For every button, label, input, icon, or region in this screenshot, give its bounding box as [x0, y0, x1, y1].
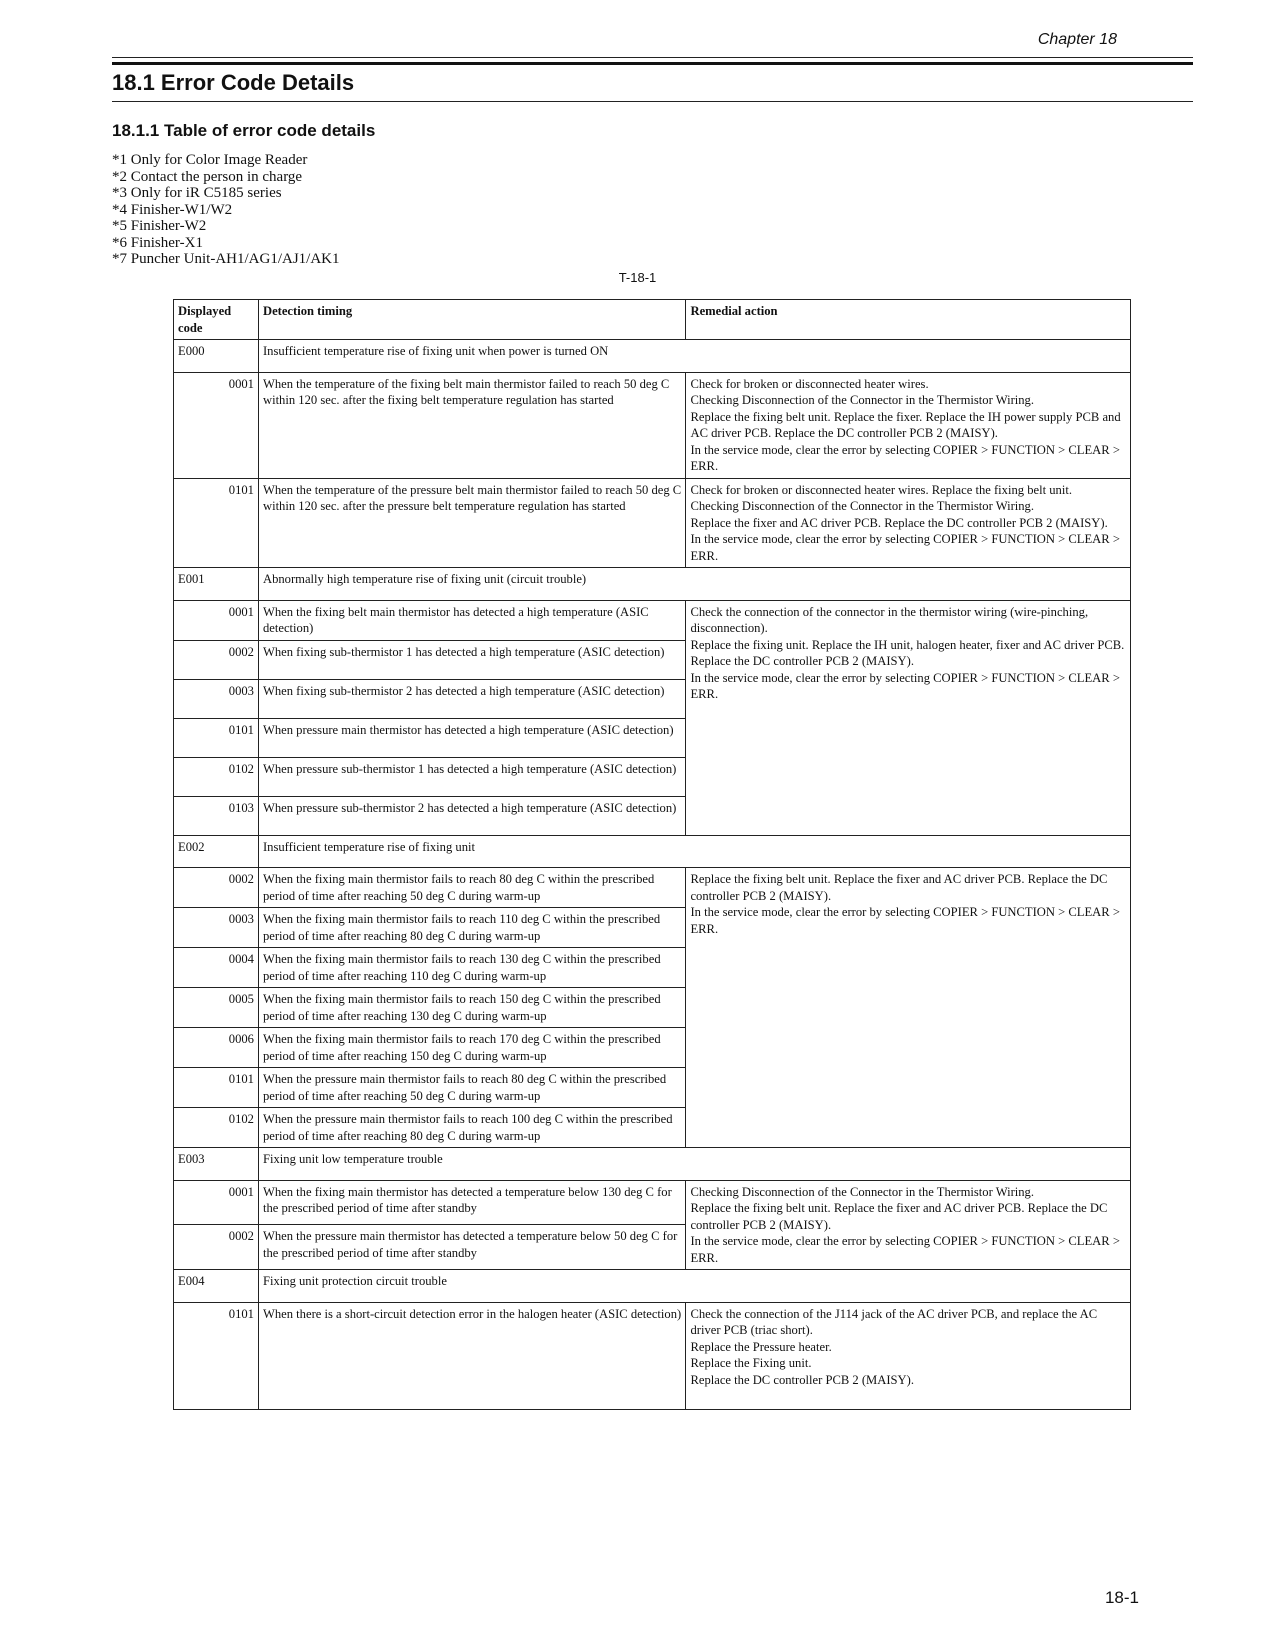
- table-row: [174, 1270, 1131, 1303]
- footnote-item: *1 Only for Color Image Reader: [112, 152, 308, 168]
- remedial-action: Check the connection of the connector in the thermistor wiring (wire-pinching, disconnection). Replace the fixing unit. Replace the IH unit, halogen heater, fixer and AC driver PCB. Replace the DC controller PCB 2 (MAISY). In the service mode, clear the error by selecting COPIER > FUNCTION > CLEAR > ERR.: [686, 600, 1131, 835]
- error-code: E000: [174, 340, 259, 373]
- section-title: 18.1 Error Code Details: [112, 70, 355, 95]
- detail-code: 0003: [174, 908, 259, 948]
- detection-timing: When pressure sub-thermistor 2 has detected a high temperature (ASIC detection): [258, 796, 686, 835]
- footnote-item: *5 Finisher-W2: [112, 218, 207, 234]
- table-row: [174, 1302, 1131, 1409]
- detection-timing: When the fixing main thermistor fails to reach 170 deg C within the prescribed period of time after reaching 150 deg C during warm-up: [258, 1028, 686, 1068]
- detection-timing: When the fixing main thermistor fails to reach 80 deg C within the prescribed period of time after reaching 50 deg C during warm-up: [258, 868, 686, 908]
- detection-timing: When the pressure main thermistor has detected a temperature below 50 deg C for the prescribed period of time after standby: [258, 1225, 686, 1270]
- detection-timing: When the fixing main thermistor fails to reach 150 deg C within the prescribed period of time after reaching 130 deg C during warm-up: [258, 988, 686, 1028]
- header-rule-thin: [112, 57, 1193, 58]
- error-code: E002: [174, 835, 259, 868]
- table-row: [174, 868, 1131, 908]
- footnote-item: *7 Puncher Unit-AH1/AG1/AJ1/AK1: [112, 251, 340, 267]
- detail-code: 0101: [174, 1302, 259, 1409]
- chapter-label: Chapter 18: [1037, 31, 1117, 48]
- section-rule: [112, 101, 1193, 102]
- error-code: E003: [174, 1148, 259, 1181]
- footnote-list: [112, 152, 339, 268]
- detail-code: 0005: [174, 988, 259, 1028]
- remedial-action: Checking Disconnection of the Connector in the Thermistor Wiring. Replace the fixing belt unit. Replace the fixer and AC driver PCB. Replace the DC controller PCB 2 (MAISY). In the service mode, clear the error by selecting COPIER > FUNCTION > CLEAR > ERR.: [686, 1180, 1131, 1270]
- header-remedial-action: Remedial action: [686, 300, 1131, 340]
- error-code: E004: [174, 1270, 259, 1303]
- detection-timing: When the temperature of the pressure belt main thermistor failed to reach 50 deg C within 120 sec. after the pressure belt temperature regulation has started: [258, 478, 686, 568]
- remedial-action: Replace the fixing belt unit. Replace the fixer and AC driver PCB. Replace the DC controller PCB 2 (MAISY). In the service mode, clear the error by selecting COPIER > FUNCTION > CLEAR > ERR.: [686, 868, 1131, 1148]
- table-row: [174, 340, 1131, 373]
- header-detection-timing: Detection timing: [258, 300, 686, 340]
- table-row: [174, 372, 1131, 478]
- table-row: [174, 600, 1131, 640]
- remedial-action: Check the connection of the J114 jack of the AC driver PCB, and replace the AC driver PCB (triac short). Replace the Pressure heater. Replace the Fixing unit. Replace the DC controller PCB 2 (MAISY).: [686, 1302, 1131, 1409]
- detail-code: 0006: [174, 1028, 259, 1068]
- detail-code: 0003: [174, 679, 259, 718]
- table-header-row: [174, 300, 1131, 340]
- detection-timing: When fixing sub-thermistor 2 has detected a high temperature (ASIC detection): [258, 679, 686, 718]
- error-code-table: [173, 299, 1131, 1410]
- table-row: [174, 1148, 1131, 1181]
- detail-code: 0101: [174, 1068, 259, 1108]
- page-number: 18-1: [1104, 1588, 1139, 1607]
- detail-code: 0001: [174, 1180, 259, 1225]
- error-title: Insufficient temperature rise of fixing unit when power is turned ON: [258, 340, 1130, 373]
- detail-code: 0101: [174, 718, 259, 757]
- detection-timing: When the pressure main thermistor fails to reach 100 deg C within the prescribed period of time after reaching 80 deg C during warm-up: [258, 1108, 686, 1148]
- detail-code: 0004: [174, 948, 259, 988]
- detail-code: 0002: [174, 868, 259, 908]
- detection-timing: When fixing sub-thermistor 1 has detected a high temperature (ASIC detection): [258, 640, 686, 679]
- footnote-item: *3 Only for iR C5185 series: [112, 185, 282, 201]
- detail-code: 0102: [174, 1108, 259, 1148]
- table-caption: T-18-1: [618, 270, 657, 285]
- detection-timing: When the pressure main thermistor fails to reach 80 deg C within the prescribed period of time after reaching 50 deg C during warm-up: [258, 1068, 686, 1108]
- footnote-item: *6 Finisher-X1: [112, 234, 203, 251]
- detection-timing: When the fixing main thermistor has detected a temperature below 130 deg C for the prescribed period of time after standby: [258, 1180, 686, 1225]
- detection-timing: When there is a short-circuit detection error in the halogen heater (ASIC detection): [258, 1302, 686, 1409]
- table-row: [174, 478, 1131, 568]
- detection-timing: When pressure main thermistor has detected a high temperature (ASIC detection): [258, 718, 686, 757]
- table-row: [174, 1180, 1131, 1225]
- detail-code: 0101: [174, 478, 259, 568]
- detail-code: 0001: [174, 600, 259, 640]
- error-title: Fixing unit low temperature trouble: [258, 1148, 1130, 1181]
- footnote-item: *4 Finisher-W1/W2: [112, 201, 233, 218]
- detection-timing: When the temperature of the fixing belt main thermistor failed to reach 50 deg C within 120 sec. after the fixing belt temperature regulation has started: [258, 372, 686, 478]
- error-title: Fixing unit protection circuit trouble: [258, 1270, 1130, 1303]
- subsection-title: 18.1.1 Table of error code details: [112, 121, 376, 140]
- detection-timing: When the fixing main thermistor fails to reach 110 deg C within the prescribed period of time after reaching 80 deg C during warm-up: [258, 908, 686, 948]
- table-body: [174, 340, 1131, 1410]
- error-title: Insufficient temperature rise of fixing unit: [258, 835, 1130, 868]
- footnote-item: *2 Contact the person in charge: [112, 168, 303, 185]
- remedial-action: Check for broken or disconnected heater wires. Checking Disconnection of the Connector in the Thermistor Wiring. Replace the fixing belt unit. Replace the fixer. Replace the IH power supply PCB and AC driver PCB. Replace the DC controller PCB 2 (MAISY). In the service mode, clear the error by selecting COPIER > FUNCTION > CLEAR > ERR.: [686, 372, 1131, 478]
- error-code: E001: [174, 568, 259, 601]
- table-row: [174, 568, 1131, 601]
- header-displayed-code: Displayed code: [174, 300, 259, 340]
- detail-code: 0102: [174, 757, 259, 796]
- detail-code: 0001: [174, 372, 259, 478]
- error-title: Abnormally high temperature rise of fixing unit (circuit trouble): [258, 568, 1130, 601]
- detection-timing: When the fixing belt main thermistor has detected a high temperature (ASIC detection): [258, 600, 686, 640]
- detail-code: 0103: [174, 796, 259, 835]
- detail-code: 0002: [174, 1225, 259, 1270]
- detection-timing: When the fixing main thermistor fails to reach 130 deg C within the prescribed period of time after reaching 110 deg C during warm-up: [258, 948, 686, 988]
- header-rule-thick: [112, 62, 1193, 65]
- detection-timing: When pressure sub-thermistor 1 has detected a high temperature (ASIC detection): [258, 757, 686, 796]
- table-row: [174, 835, 1131, 868]
- remedial-action: Check for broken or disconnected heater wires. Replace the fixing belt unit. Checking Disconnection of the Connector in the Thermistor Wiring. Replace the fixer and AC driver PCB. Replace the DC controller PCB 2 (MAISY). In the service mode, clear the error by selecting COPIER > FUNCTION > CLEAR > ERR.: [686, 478, 1131, 568]
- detail-code: 0002: [174, 640, 259, 679]
